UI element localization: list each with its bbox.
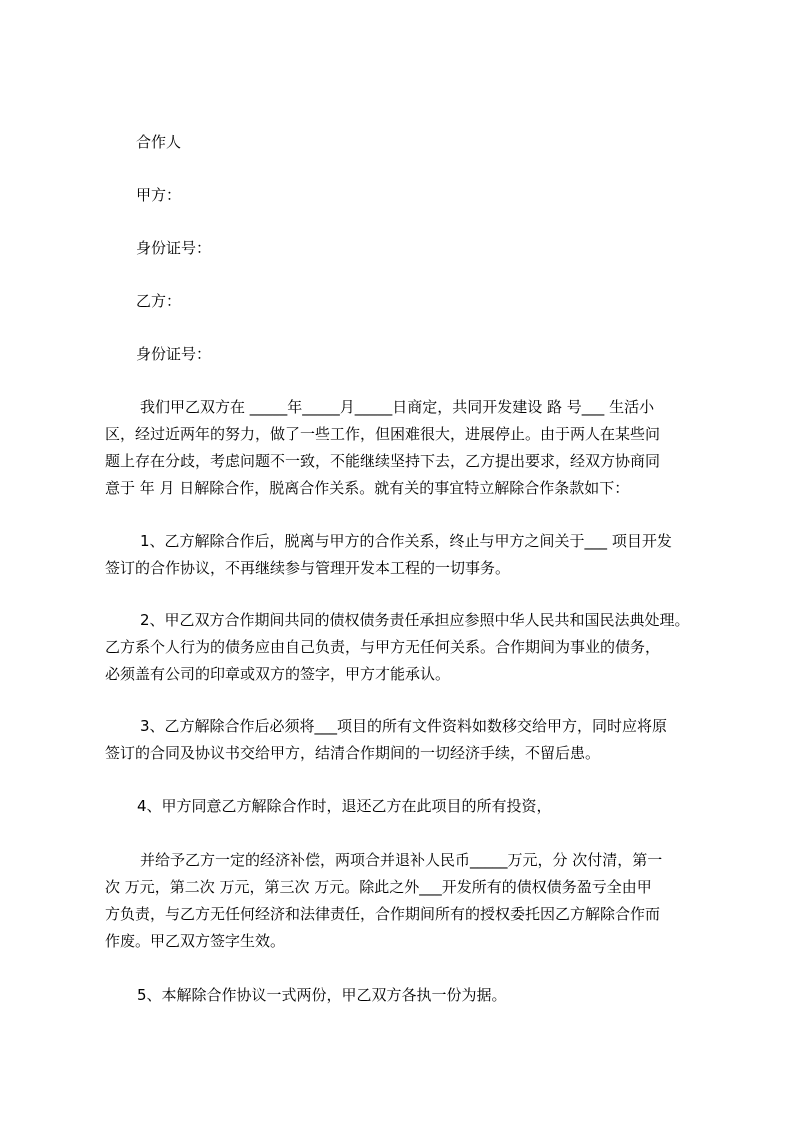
clause-2-line-3: 必须盖有公司的印章或双方的签字，甲方才能承认。 [105,665,451,683]
party-b-label: 乙方： [136,292,182,310]
clause-1-line-1: 1、乙方解除合作后，脱离与甲方的合作关系，终止与甲方之间关于___ 项目开发 [140,532,672,550]
clause-3-line-1: 3、乙方解除合作后必须将___项目的所有文件资料如数移交给甲方，同时应将原 [140,717,668,735]
clause-2-line-2: 乙方系个人行为的债务应由自己负责，与甲方无任何关系。合作期间为事业的债务， [105,638,661,656]
clause-2-line-1: 2、甲乙双方合作期间共同的债权债务责任承担应参照中华人民共和国民法典处理。 [140,611,690,629]
clause-4-cont-line-4: 作废。甲乙双方签字生效。 [105,932,286,950]
clause-4-line-1: 4、甲方同意乙方解除合作时，退还乙方在此项目的所有投资， [137,797,552,815]
clause-5-line-1: 5、本解除合作协议一式两份，甲乙双方各执一份为据。 [137,986,507,1004]
intro-line-3: 题上存在分歧，考虑问题不一致，不能继续坚持下去，乙方提出要求，经双方协商同 [105,452,661,470]
intro-line-2: 区，经过近两年的努力，做了一些工作，但困难很大，进展停止。由于两人在某些问 [105,425,661,443]
intro-line-1: 我们甲乙双方在 _____年_____月_____日商定，共同开发建设 路 号___ 生活小 [140,398,655,416]
clause-4-cont-line-3: 方负责，与乙方无任何经济和法律责任，合作期间所有的授权委托因乙方解除合作而 [105,905,661,923]
partner-label: 合作人 [136,133,182,151]
clause-4-cont-line-1: 并给予乙方一定的经济补偿，两项合并退补人民币_____万元，分 次付清，第一 [140,851,663,869]
id-number-b-label: 身份证号： [136,345,212,363]
clause-3-line-2: 签订的合同及协议书交给甲方，结清合作期间的一切经济手续，不留后患。 [105,744,601,762]
clause-4-cont-line-2: 次 万元，第二次 万元，第三次 万元。除此之外___开发所有的债权债务盈亏全由甲 [105,878,652,896]
id-number-a-label: 身份证号： [136,239,212,257]
intro-line-4: 意于 年 月 日解除合作，脱离合作关系。就有关的事宜特立解除合作条款如下： [105,479,630,497]
party-a-label: 甲方： [136,186,182,204]
clause-1-line-2: 签订的合作协议，不再继续参与管理开发本工程的一切事务。 [105,559,511,577]
